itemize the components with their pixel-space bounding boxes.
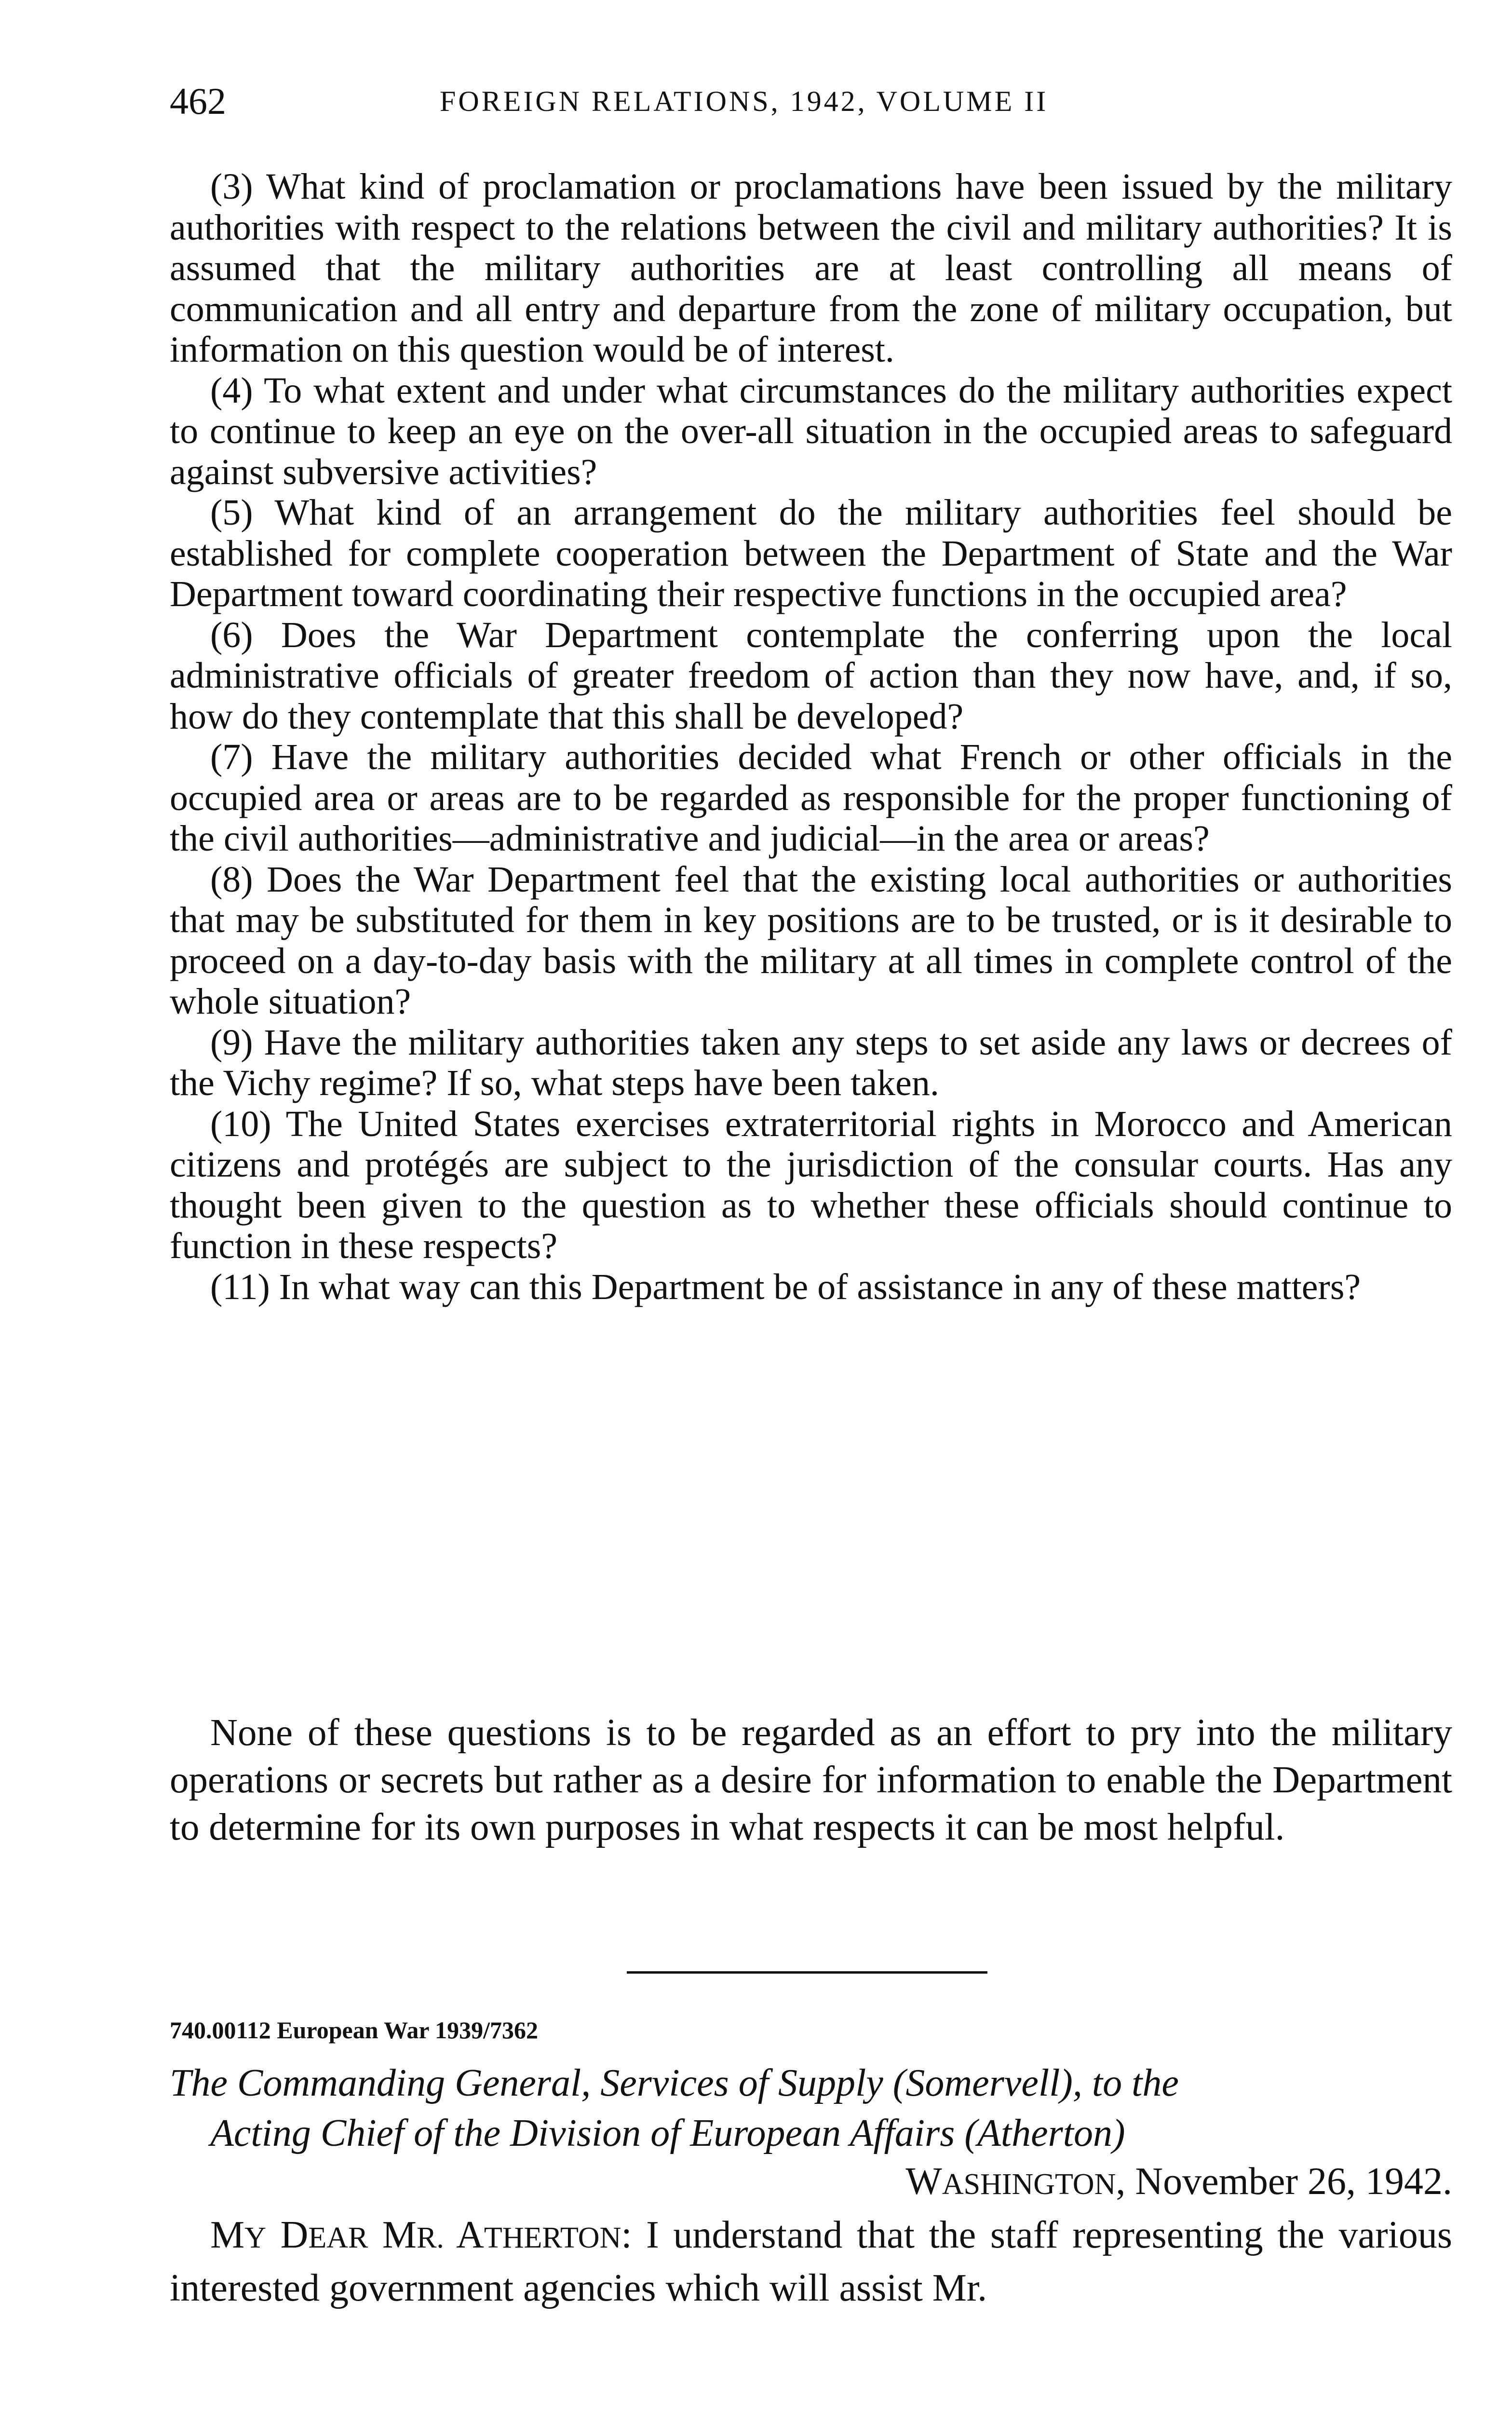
salutation-my-rest: Y <box>244 2221 266 2254</box>
salutation-dear-rest: EAR <box>308 2221 368 2254</box>
salutation-mr-initial: M <box>382 2214 417 2256</box>
letter-opening <box>170 2210 1452 2313</box>
question-8: (8) Does the War Department feel that the existing local authorities or authorities that may be substituted for them in key positions are to be trusted, or is it desirable to proceed on a day-to-day basis with the military at all times in complete control of the whole situation? <box>170 859 1452 1022</box>
document-title-line-2: Acting Chief of the Division of European Affairs (Atherton) <box>210 2112 1125 2154</box>
salutation-name-rest: THERTON <box>484 2221 621 2254</box>
document-title <box>170 2058 1452 2158</box>
salutation-colon: : <box>621 2214 632 2256</box>
letter-body-start: I understand that the staff representing the various interested government agencies which will assist Mr. <box>170 2214 1453 2309</box>
section-divider <box>627 1971 987 1974</box>
salutation-name-initial: A <box>456 2214 484 2256</box>
closing-section <box>170 1709 1452 1851</box>
question-3: (3) What kind of proclamation or proclamations have been issued by the military authorities with respect to the relations between the civil and military authorities? It is assumed that the military authorities are at least controlling all means of communication and all entry and departure from the zone of military occupation, but information on this question would be of interest. <box>170 166 1452 370</box>
question-11: (11) In what way can this Department be of assistance in any of these matters? <box>210 1266 1361 1307</box>
document-title-line-1: The Commanding General, Services of Supply (Somervell), to the <box>170 2062 1179 2104</box>
question-10: (10) The United States exercises extraterritorial rights in Morocco and American citizens and protégés are subject to the jurisdiction of the consular courts. Has any thought been given to the question as to whether these officials should continue to function in these respects? <box>170 1103 1452 1266</box>
salutation-mr-rest: R. <box>417 2221 444 2254</box>
file-reference: 740.00112 European War 1939/7362 <box>170 2017 539 2044</box>
question-5: (5) What kind of an arrangement do the military authorities feel should be established for complete cooperation between the Department of State and the War Department toward coordinating their respective functions in the occupied area? <box>170 492 1452 614</box>
question-9: (9) Have the military authorities taken any steps to set aside any laws or decrees of the Vichy regime? If so, what steps have been taken. <box>170 1022 1452 1103</box>
dateline-place-rest: ASHINGTON <box>942 2168 1116 2201</box>
page-number: 462 <box>170 80 226 122</box>
question-6: (6) Does the War Department contemplate the conferring upon the local administrative officials of greater freedom of action than they now have, and, if so, how do they contemplate that this shall be developed? <box>170 614 1452 737</box>
dateline-date: , November 26, 1942. <box>1116 2160 1452 2203</box>
page-header <box>170 72 1452 130</box>
closing-paragraph: None of these questions is to be regarded as an effort to pry into the military operations or secrets but rather as a desire for information to enable the Department to determine for its own purposes in what respects it can be most helpful. <box>170 1712 1452 1848</box>
dateline <box>905 2156 1452 2209</box>
question-4: (4) To what extent and under what circumstances do the military authorities expect to continue to keep an eye on the over-all situation in the occupied areas to safeguard against subversive activities? <box>170 370 1452 492</box>
dateline-place-initial: W <box>905 2160 942 2203</box>
salutation-my-initial: M <box>210 2214 245 2256</box>
question-list <box>170 166 1452 1307</box>
question-7: (7) Have the military authorities decided what French or other officials in the occupied area or areas are to be regarded as responsible for the proper functioning of the civil authorities—administrative and judicial—in the area or areas? <box>170 737 1452 859</box>
salutation-dear-initial: D <box>280 2214 309 2256</box>
running-head: FOREIGN RELATIONS, 1942, VOLUME II <box>440 85 1049 117</box>
